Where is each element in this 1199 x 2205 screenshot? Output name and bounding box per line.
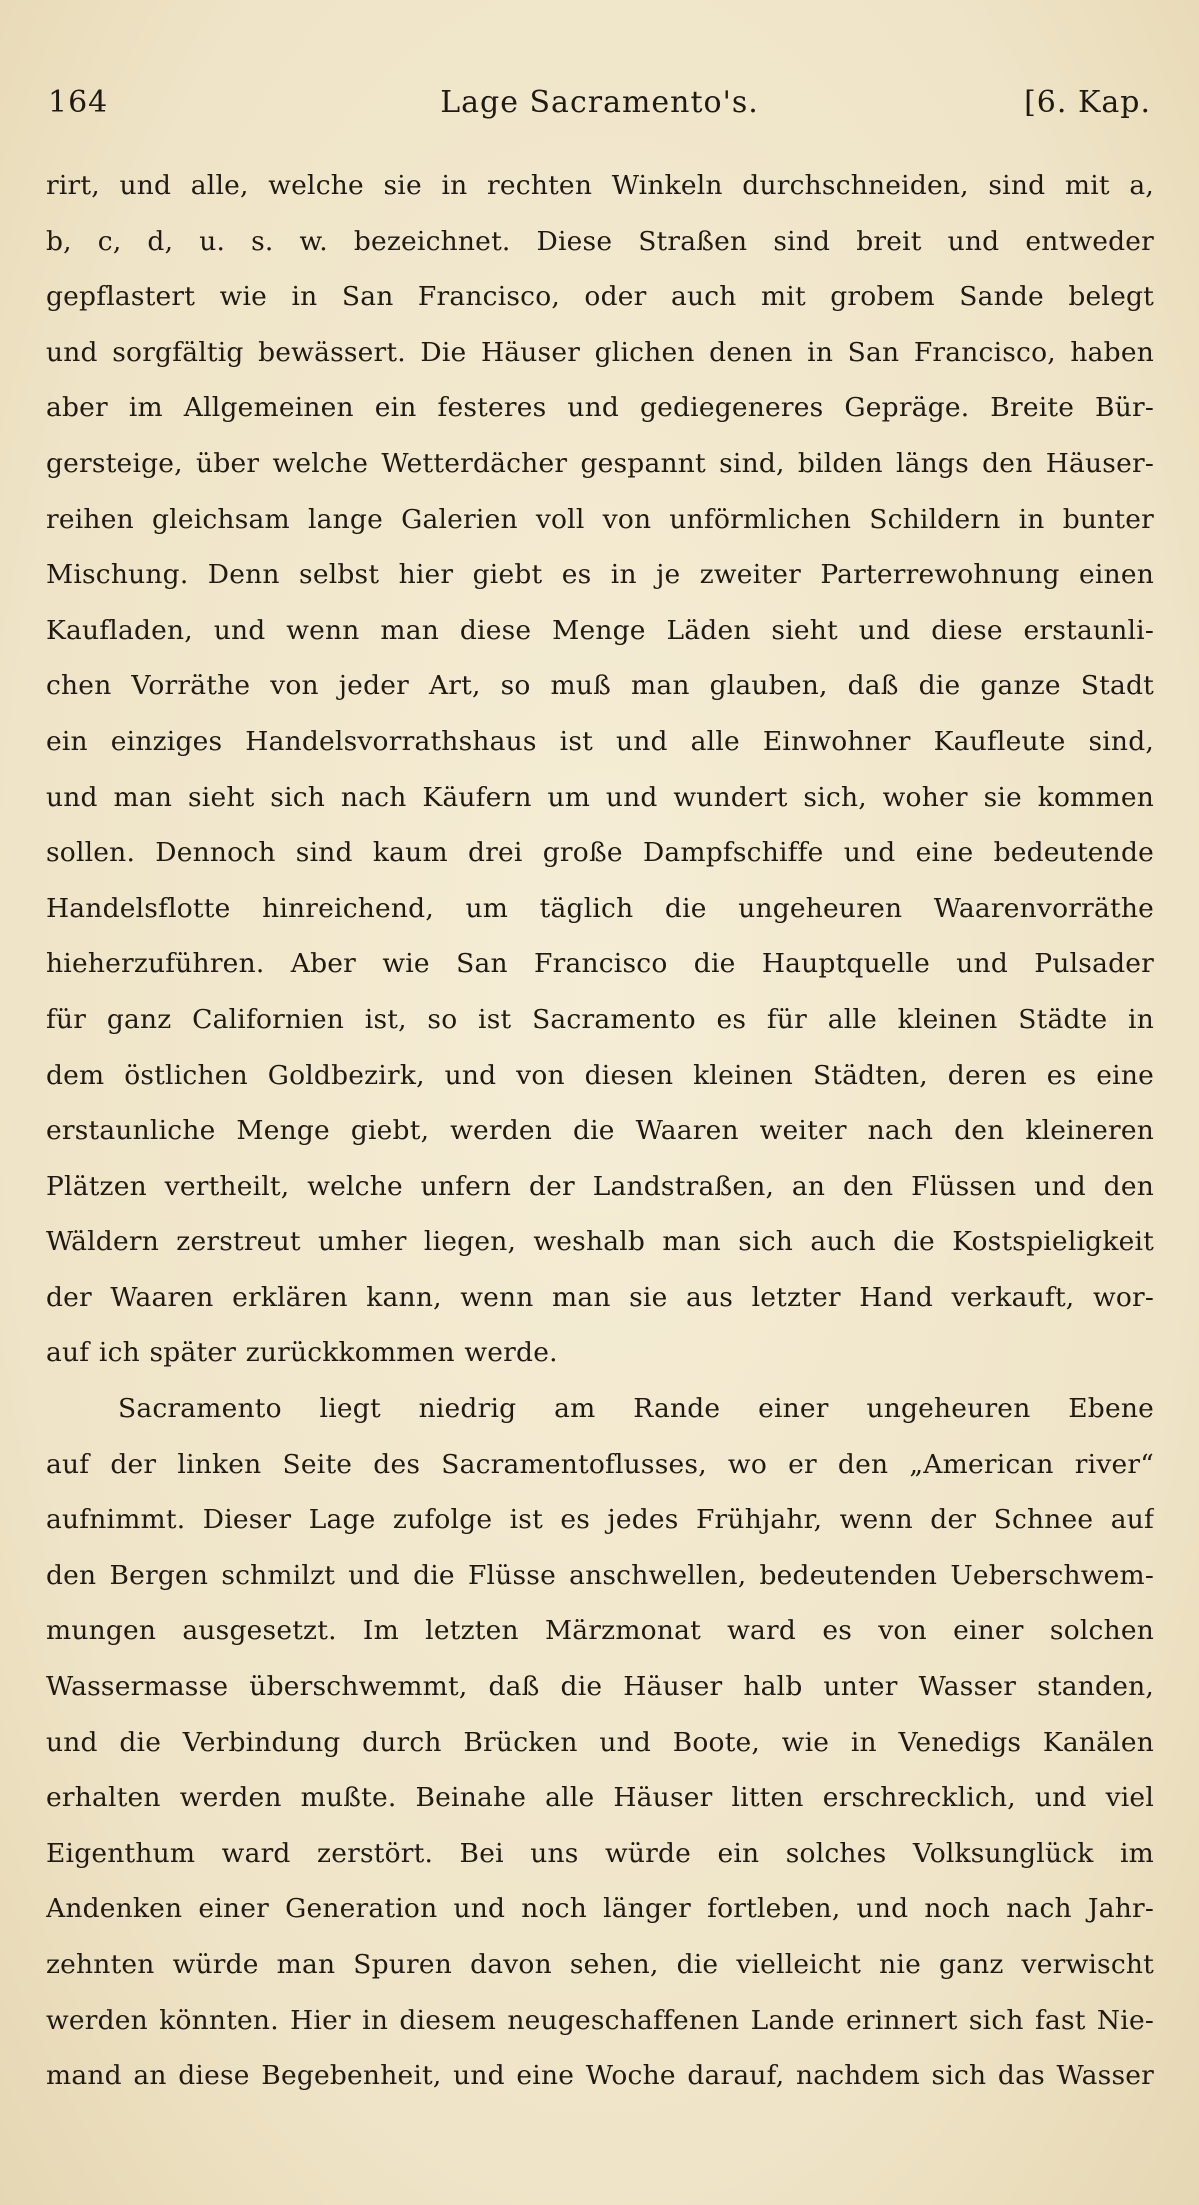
- text-line: werden könnten. Hier in diesem neugeschaffenen Lande erinnert sich fast Nie-: [46, 2004, 1154, 2036]
- text-line: aber im Allgemeinen ein festeres und gediegeneres Gepräge. Breite Bür-: [46, 392, 1154, 424]
- text-line: rirt, und alle, welche sie in rechten Winkeln durchschneiden, sind mit a,: [46, 170, 1154, 201]
- text-line: Mischung. Denn selbst hier giebt es in je zweiter Parterrewohnung einen: [46, 559, 1154, 591]
- chapter-reference: [6. Kap.: [1024, 85, 1151, 120]
- text-line: Eigenthum ward zerstört. Bei uns würde ein solches Volksunglück im: [46, 1837, 1154, 1869]
- text-line: b, c, d, u. s. w. bezeichnet. Diese Straßen sind breit und entweder: [46, 225, 1154, 257]
- paragraph-start-line: Sacramento liegt niedrig am Rande einer ungeheuren Ebene: [118, 1393, 1154, 1425]
- text-line: den Bergen schmilzt und die Flüsse anschwellen, bedeutenden Ueberschwem-: [46, 1559, 1154, 1591]
- text-line: Andenken einer Generation und noch länger fortleben, und noch nach Jahr-: [46, 1893, 1154, 1925]
- text-line: mand an diese Begebenheit, und eine Woche darauf, nachdem sich das Wasser: [46, 2060, 1154, 2092]
- text-line: Wassermasse überschwemmt, daß die Häuser halb unter Wasser standen,: [46, 1671, 1154, 1703]
- text-line: Wäldern zerstreut umher liegen, weshalb man sich auch die Kostspieligkeit: [46, 1226, 1154, 1258]
- header-title: Lage Sacramento's.: [440, 85, 759, 120]
- text-line: der Waaren erklären kann, wenn man sie aus letzter Hand verkauft, wor-: [46, 1281, 1154, 1313]
- text-line: chen Vorräthe von jeder Art, so muß man glauben, daß die ganze Stadt: [46, 670, 1154, 702]
- body-text: [46, 158, 1154, 2104]
- text-line: zehnten würde man Spuren davon sehen, die vielleicht nie ganz verwischt: [46, 1949, 1154, 1980]
- paragraph-end-line: auf ich später zurückkommen werde.: [46, 1337, 558, 1369]
- text-line: sollen. Dennoch sind kaum drei große Dampfschiffe und eine bedeutende: [46, 837, 1154, 869]
- text-line: mungen ausgesetzt. Im letzten Märzmonat ward es von einer solchen: [46, 1615, 1154, 1647]
- text-line: und die Verbindung durch Brücken und Boote, wie in Venedigs Kanälen: [46, 1726, 1154, 1758]
- text-line: Kaufladen, und wenn man diese Menge Läden sieht und diese erstaunli-: [46, 614, 1154, 646]
- text-line: gersteige, über welche Wetterdächer gespannt sind, bilden längs den Häuser-: [46, 447, 1154, 479]
- text-line: reihen gleichsam lange Galerien voll von unförmlichen Schildern in bunter: [46, 503, 1154, 535]
- text-line: auf der linken Seite des Sacramentoflusses, wo er den „American river“: [46, 1448, 1154, 1480]
- text-line: erstaunliche Menge giebt, werden die Waaren weiter nach den kleineren: [46, 1115, 1154, 1147]
- text-line: und sorgfältig bewässert. Die Häuser glichen denen in San Francisco, haben: [46, 336, 1154, 368]
- text-line: und man sieht sich nach Käufern um und wundert sich, woher sie kommen: [46, 781, 1154, 813]
- text-line: erhalten werden mußte. Beinahe alle Häuser litten erschrecklich, und viel: [46, 1782, 1154, 1814]
- text-line: hieherzuführen. Aber wie San Francisco die Hauptquelle und Pulsader: [46, 948, 1154, 980]
- text-line: gepflastert wie in San Francisco, oder auch mit grobem Sande belegt: [46, 281, 1154, 313]
- text-line: Plätzen vertheilt, welche unfern der Landstraßen, an den Flüssen und den: [46, 1170, 1154, 1202]
- text-line: dem östlichen Goldbezirk, und von diesen kleinen Städten, deren es eine: [46, 1059, 1154, 1091]
- text-line: Handelsflotte hinreichend, um täglich die ungeheuren Waarenvorräthe: [46, 892, 1154, 924]
- text-line: aufnimmt. Dieser Lage zufolge ist es jedes Frühjahr, wenn der Schnee auf: [46, 1504, 1154, 1536]
- running-head: [48, 78, 1151, 128]
- page-number: 164: [48, 85, 109, 120]
- text-line: für ganz Californien ist, so ist Sacramento es für alle kleinen Städte in: [46, 1003, 1154, 1035]
- text-line: ein einziges Handelsvorrathshaus ist und alle Einwohner Kaufleute sind,: [46, 725, 1154, 757]
